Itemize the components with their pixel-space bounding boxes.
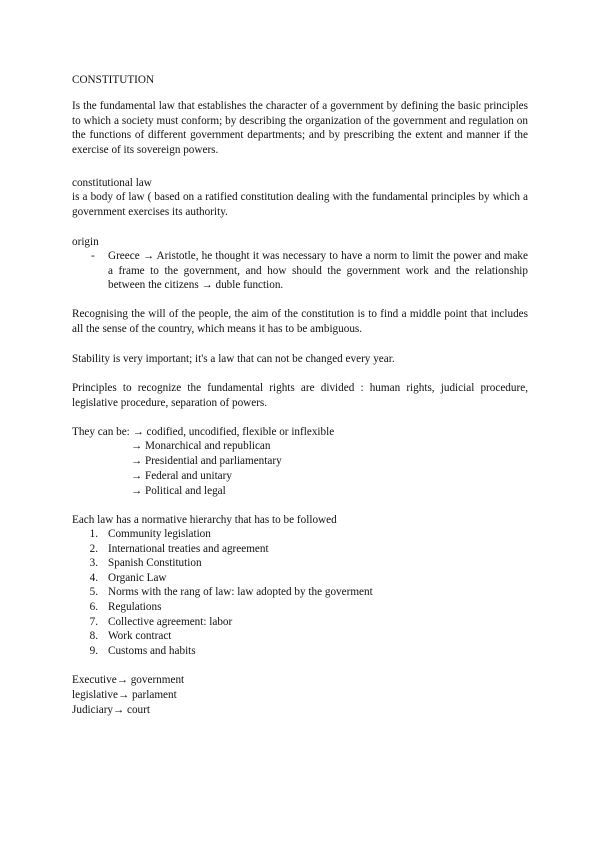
principles-paragraph: Principles to recognize the fundamental rights are divided : human rights, judicial procedure, legislative procedure, separation of powers. (72, 382, 528, 409)
page-title: CONSTITUTION (72, 74, 155, 86)
power-line: legislative→ parlament (72, 689, 177, 701)
hierarchy-item: Community legislation (108, 528, 211, 540)
types-lead: They can be: → codified, uncodified, flexible or inflexible (72, 426, 335, 438)
hierarchy-number: 7. (89, 616, 98, 628)
types-item: → Federal and unitary (131, 470, 232, 482)
hierarchy-intro: Each law has a normative hierarchy that has to be followed (72, 514, 337, 526)
constitutional-law-text: is a body of law ( based on a ratified constitution dealing with the fundamental principles by which a government exercises its authority. (72, 191, 528, 218)
hierarchy-item: Organic Law (108, 572, 167, 584)
power-line: Executive→ government (72, 674, 185, 686)
origin-heading: origin (72, 236, 99, 248)
power-line: Judiciary→ court (72, 704, 150, 716)
hierarchy-number: 5. (89, 586, 98, 598)
hierarchy-number: 6. (89, 601, 98, 613)
hierarchy-number: 1. (89, 528, 98, 540)
hierarchy-number: 2. (89, 543, 98, 555)
origin-text: Greece → Aristotle, he thought it was necessary to have a norm to limit the power and make a frame to the government, and how should the government work and the relationship between the citizens → duble function. (108, 250, 528, 292)
hierarchy-number: 3. (89, 557, 98, 569)
definition-paragraph: Is the fundamental law that establishes the character of a government by defining the basic principles to which a society must conform; by describing the organization of the government and regulation on the functions of different government departments; and by prescribing the extent and manner if the exercise of its sovereign powers. (72, 100, 528, 157)
types-item: → Presidential and parliamentary (131, 455, 282, 467)
hierarchy-item: Customs and habits (108, 645, 196, 657)
stability-paragraph: Stability is very important; it's a law that can not be changed every year. (72, 353, 395, 365)
origin-bullet: - (91, 250, 95, 262)
hierarchy-item: Regulations (108, 601, 162, 613)
hierarchy-number: 4. (89, 572, 98, 584)
will-paragraph: Recognising the will of the people, the aim of the constitution is to find a middle point that includes all the sense of the country, which means it has to be ambiguous. (72, 308, 528, 335)
hierarchy-item: Spanish Constitution (108, 557, 202, 569)
hierarchy-item: Work contract (108, 630, 172, 642)
hierarchy-number: 9. (89, 645, 98, 657)
hierarchy-item: Collective agreement: labor (108, 616, 233, 628)
types-item: → Monarchical and republican (131, 440, 271, 452)
constitutional-law-heading: constitutional law (72, 177, 152, 189)
hierarchy-item: Norms with the rang of law: law adopted by the goverment (108, 586, 373, 598)
hierarchy-item: International treaties and agreement (108, 543, 269, 555)
hierarchy-number: 8. (89, 630, 98, 642)
types-item: → Political and legal (131, 485, 226, 497)
